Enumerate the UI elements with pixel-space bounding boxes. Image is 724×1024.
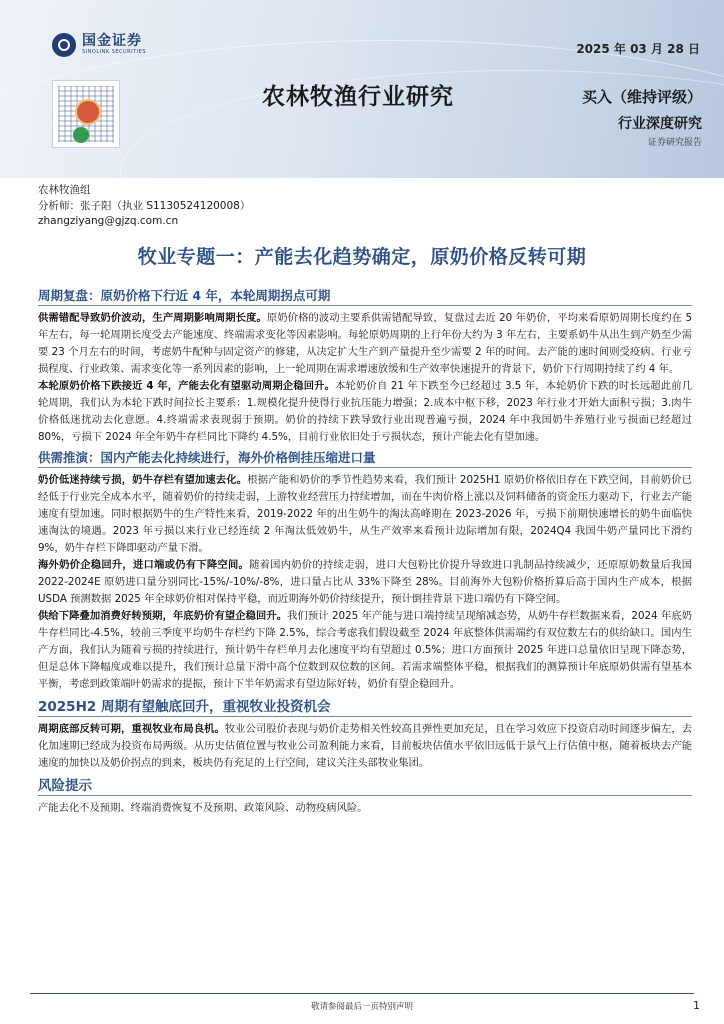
- section-paragraph: [38, 472, 692, 557]
- report-date: 2025 年 03 月 28 日: [576, 42, 700, 56]
- report-body: [38, 286, 692, 819]
- analyst-email[interactable]: zhangziyang@gjzq.com.cn: [38, 215, 179, 227]
- paragraph-text: 产能去化不及预期、终端消费恢复不及预期、政策风险、动物疫病风险。: [38, 802, 368, 814]
- qr-tag-icon: [73, 127, 89, 143]
- logo-name-en: SINOLINK SECURITIES: [82, 49, 146, 55]
- analyst-name: 分析师：张子阳（执业 S1130524120008）: [38, 199, 251, 212]
- section-paragraph: [38, 721, 692, 772]
- industry-title: 农林牧渔行业研究: [262, 84, 454, 110]
- paragraph-text: 根据产能和奶价的季节性趋势来看，我们预计 2025H1 原奶价格依旧存在下跌空间，目前奶价已经低于行业完全成本水平，随着奶价的持续走弱，上游牧业经营压力持续增加，而在牛肉价格上涨以及饲料储备的资金压力驱动下，行业去产能速度有望加速。同时根据奶牛的生产特性来看，2019-2022 年的出生奶牛的淘汰高峰期在 2023-2026 年，亏损下前期快速增长的奶牛面临快速淘汰的境遇。2023 年亏损以来行业已经连续 2 年淘汰低效奶牛，从生产效率来看预计边际增加有限，2024Q4 我国牛奶产量同比下滑约 9%，奶牛存栏下降即驱动产量下滑。: [38, 474, 693, 554]
- footer-divider: [30, 993, 694, 994]
- section-paragraph: [38, 800, 692, 817]
- paragraph-lead: 本轮原奶价格下跌接近 4 年，产能去化有望驱动周期企稳回升。: [38, 380, 336, 392]
- section-paragraph: [38, 310, 692, 378]
- paragraph-text: 原奶价格的波动主要系供需错配导致，复盘过去近 20 年奶价，平均来看原奶周期长度约在 5 年左右，每一轮周期长度受去产能速度、终端需求变化等因素影响。每轮原奶周期的上行年份大约为 3 年左右，主要系奶牛从出生到产奶至少需要 23 个月左右的时间，考虑奶牛配种与固定资产的修建，从决定扩大生产到产量提升至少需要 2 年的时间。去产能的速时间则受疫病、行业亏损程度、行业政策、需求变化等一系列因素的影响，上一轮周期在需求增速放缓和生产效率快速提升的背景下，奶价下行周期持续了约 4 年。: [38, 312, 692, 375]
- logo-name-cn: 国金证券: [82, 33, 142, 49]
- rating: 买入（维持评级）: [581, 88, 702, 106]
- company-logo: [52, 33, 146, 57]
- qr-code: [52, 80, 120, 148]
- paragraph-text: 牧业公司股价表现与奶价走势相关性较高且弹性更加充足，且在学习效应下投资启动时间逐步偏左，去化加速期已经成为投资布局两级。从历史估值位置与牧业公司盈利能力来看，目前板块估值水平依旧远低于景气上行估值中枢，随着板块去产能速度的加快以及奶价拐点的到来，板块仍有充足的上行空间，建议关注头部牧业集团。: [38, 723, 693, 769]
- analyst-info: [38, 183, 250, 230]
- logo-icon: [52, 33, 76, 57]
- paragraph-lead: 供需错配导致奶价波动，生产周期影响周期长度。: [38, 312, 267, 324]
- paragraph-lead: 海外奶价企稳回升，进口端或仍有下降空间。: [38, 559, 250, 571]
- paragraph-text: 我们预计 2025 年产能与进口端持续呈现缩减态势，从奶牛存栏数据来看，2024 年底奶牛存栏同比-4.5%，较前三季度平均奶牛存栏约下降 2.5%，综合考虑我们假设截至 2024 年底整体供需端约有双位数左右的供给缺口。国内生产方面，我们认为随着亏损的持续进行，预计奶牛存栏单月去化速度平均有望超过 0.5%；进口方面预计 2025 年进口总量依旧呈现下降态势，但是总体下降幅度或难以提升，我们预计总量下滑中高个位数到双位数的区间。若需求端整体平稳，根据我们的测算预计年底原奶供需有望基本平衡，考虑到政策端叶奶需求的提振，预计下半年奶需求有望边际好转，奶价有望企稳回升。: [38, 610, 693, 690]
- page-number: 1: [693, 999, 700, 1012]
- qr-badge-icon: [75, 99, 101, 125]
- paragraph-lead: 周期底部反转可期，重视牧业布局良机。: [38, 723, 225, 735]
- section-heading: 供需推演：国内产能去化持续进行，海外价格倒挂压缩进口量: [38, 448, 692, 468]
- section-paragraph: [38, 557, 692, 608]
- paragraph-text: 本轮奶价自 21 年下跌至今已经超过 3.5 年，本轮奶价下跌的时长远超此前几轮周期，我们认为本轮下跌时间拉长主要系：1.规模化提升使得行业抗压能力增强；2.成本中枢下移，2023 年行业才开始大面积亏损；3.肉牛价格低迷扰动去化意愿。4.终端需求表现弱于预期。奶价的持续下跌导致行业出现普遍亏损，2024 年中我国奶牛养殖行业亏损面已经超过 80%，亏损下 2024 年全年奶牛存栏同比下降约 4.5%，目前行业依旧处于亏损状态，预计产能去化有望加速。: [38, 380, 692, 443]
- report-header: [0, 0, 724, 178]
- section-heading: 风险提示: [38, 774, 692, 796]
- footer-disclaimer: 敬请参阅最后一页特别声明: [310, 1002, 413, 1012]
- paragraph-text: 随着国内奶价的持续走弱，进口大包粉比价提升导致进口乳制品持续减少，还原原奶数量后我国 2022-2024E 原奶进口量分别同比-15%/-10%/-8%，进口量占比从 33%下降至 28%。目前海外大包粉价格折算后高于国内生产成本，根据 USDA 预测数据 2025 年全球奶价相对保持平稳，而近期海外奶价持续提升，预计倒挂背景下进口端仍有下降空间。: [38, 559, 693, 605]
- report-type: 行业深度研究: [618, 116, 702, 132]
- paragraph-lead: 奶价低迷持续亏损，奶牛存栏有望加速去化。: [38, 474, 248, 486]
- paragraph-lead: 供给下降叠加消费好转预期，年底奶价有望企稳回升。: [38, 610, 288, 622]
- report-category: 证券研究报告: [647, 138, 702, 148]
- section-paragraph: [38, 378, 692, 446]
- section-heading: 2025H2 周期有望触底回升，重视牧业投资机会: [38, 695, 692, 717]
- page-title: 牧业专题一：产能去化趋势确定，原奶价格反转可期: [137, 246, 587, 268]
- section-heading: 周期复盘：原奶价格下行近 4 年，本轮周期拐点可期: [38, 286, 692, 306]
- analyst-group: 农林牧渔组: [38, 184, 91, 196]
- section-paragraph: [38, 608, 692, 693]
